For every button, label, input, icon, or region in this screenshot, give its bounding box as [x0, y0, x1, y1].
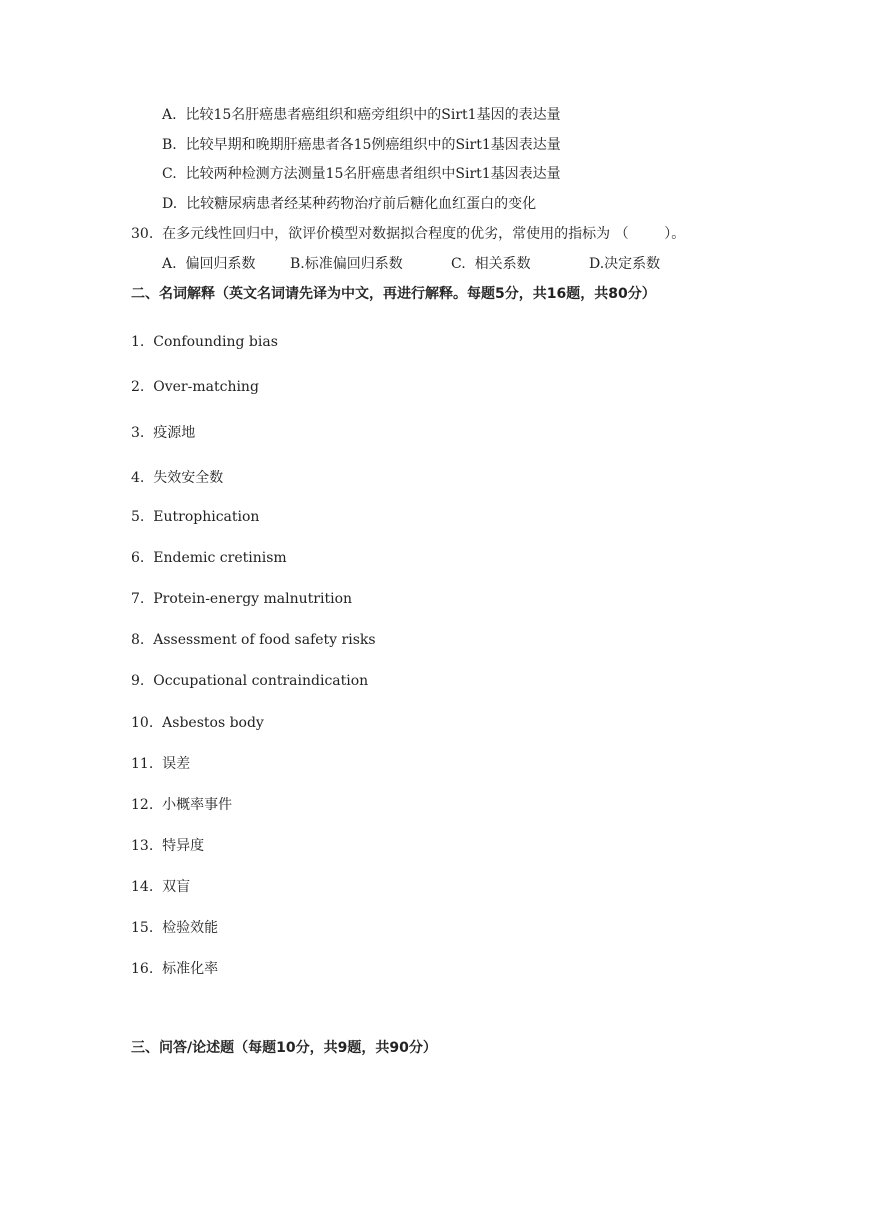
q30-option-a: A. 偏回归系数 [162, 256, 256, 272]
term-item: 1. Confounding bias [131, 334, 278, 350]
term-item: 9. Occupational contraindication [131, 673, 369, 689]
term-item: 2. Over-matching [131, 379, 259, 395]
term-item: 8. Assessment of food safety risks [131, 632, 376, 648]
term-item: 10. Asbestos body [131, 715, 264, 731]
term-item: 6. Endemic cretinism [131, 550, 287, 566]
q29-option-a: A. 比较15名肝癌患者癌组织和癌旁组织中的Sirt1基因的表达量 [162, 107, 561, 123]
term-item: 13. 特异度 [131, 838, 205, 854]
q30-option-c: C. 相关系数 [451, 256, 531, 272]
q30-stem: 30. 在多元线性回归中，欲评价模型对数据拟合程度的优劣，常使用的指标为 （ ）。 [131, 226, 686, 242]
term-item: 11. 误差 [131, 756, 191, 772]
q29-option-d: D. 比较糖尿病患者经某种药物治疗前后糖化血红蛋白的变化 [162, 196, 537, 212]
section3-title: 三、问答/论述题（每题10分，共9题，共90分） [131, 1040, 437, 1056]
q29-option-b: B. 比较早期和晚期肝癌患者各15例癌组织中的Sirt1基因表达量 [162, 137, 561, 153]
q30-option-d: D.决定系数 [589, 256, 661, 272]
term-item: 14. 双盲 [131, 879, 191, 895]
term-item: 7. Protein-energy malnutrition [131, 591, 353, 607]
q29-option-c: C. 比较两种检测方法测量15名肝癌患者组织中Sirt1基因表达量 [162, 166, 561, 182]
q30-option-b: B.标准偏回归系数 [290, 256, 403, 272]
term-item: 12. 小概率事件 [131, 797, 233, 813]
term-item: 15. 检验效能 [131, 920, 219, 936]
term-item: 16. 标准化率 [131, 961, 219, 977]
term-item: 3. 疫源地 [131, 425, 196, 441]
term-item: 5. Eutrophication [131, 509, 260, 525]
term-item: 4. 失效安全数 [131, 470, 224, 486]
section2-title: 二、名词解释（英文名词请先译为中文，再进行解释。每题5分，共16题，共80分） [131, 286, 656, 302]
